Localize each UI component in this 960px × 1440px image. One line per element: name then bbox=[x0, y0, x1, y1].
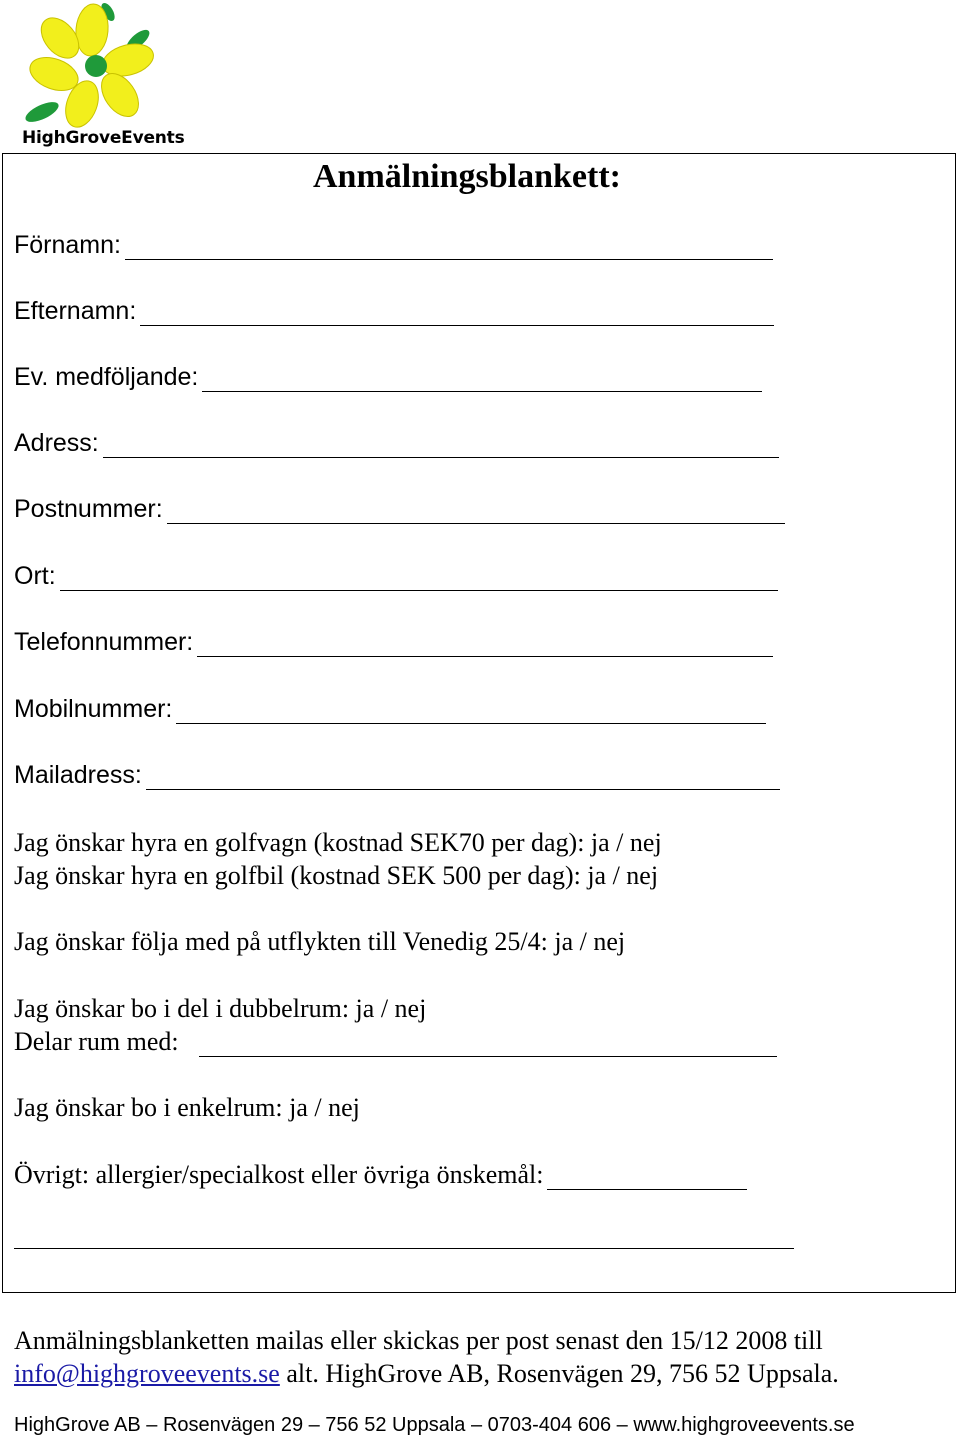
email-link[interactable]: info@highgroveevents.se bbox=[14, 1359, 280, 1388]
mailadress-blank[interactable] bbox=[146, 767, 780, 790]
field-ort bbox=[14, 561, 778, 591]
postal-address: alt. HighGrove AB, Rosenvägen 29, 756 52 Uppsala. bbox=[279, 1359, 839, 1388]
field-mailadress bbox=[14, 760, 780, 790]
telefonnummer-blank[interactable] bbox=[197, 634, 773, 657]
field-label: Mobilnummer: bbox=[14, 695, 173, 723]
company-logo bbox=[8, 0, 185, 152]
field-label: Övrigt: allergier/specialkost eller övriga önskemål: bbox=[14, 1160, 544, 1189]
option-enkelrum: Jag önskar bo i enkelrum: ja / nej bbox=[14, 1093, 360, 1122]
field-ovrigt bbox=[14, 1160, 747, 1190]
field-label: Förnamn: bbox=[14, 231, 121, 259]
field-label: Telefonnummer: bbox=[14, 628, 194, 656]
field-fornamn bbox=[14, 230, 773, 260]
field-telefonnummer bbox=[14, 627, 773, 657]
field-postnummer bbox=[14, 494, 785, 524]
field-label: Ort: bbox=[14, 562, 56, 590]
field-mobilnummer bbox=[14, 694, 766, 724]
ort-blank[interactable] bbox=[60, 568, 778, 591]
field-delar-rum bbox=[14, 1027, 777, 1057]
logo-wordmark: HighGroveEvents bbox=[22, 128, 185, 148]
field-ovrigt-extra bbox=[14, 1226, 794, 1249]
adress-blank[interactable] bbox=[103, 435, 779, 458]
field-label: Mailadress: bbox=[14, 761, 142, 789]
option-utflykt: Jag önskar följa med på utflykten till Venedig 25/4: ja / nej bbox=[14, 927, 626, 956]
field-label: Postnummer: bbox=[14, 495, 163, 523]
field-label: Adress: bbox=[14, 429, 99, 457]
field-efternamn bbox=[14, 296, 774, 326]
submission-note-line1: Anmälningsblanketten mailas eller skickas per post senast den 15/12 2008 till bbox=[14, 1326, 823, 1355]
contact-footer: HighGrove AB – Rosenvägen 29 – 756 52 Uppsala – 0703-404 606 – www.highgroveevents.se bbox=[14, 1414, 855, 1436]
option-dubbelrum: Jag önskar bo i del i dubbelrum: ja / nej bbox=[14, 994, 427, 1023]
option-golfbil: Jag önskar hyra en golfbil (kostnad SEK 500 per dag): ja / nej bbox=[14, 861, 659, 890]
ovrigt-blank[interactable] bbox=[547, 1167, 747, 1190]
field-medfoljande bbox=[14, 362, 762, 392]
flower-logo-icon bbox=[8, 0, 178, 130]
field-label: Efternamn: bbox=[14, 297, 137, 325]
field-adress bbox=[14, 428, 779, 458]
field-label: Delar rum med: bbox=[14, 1027, 179, 1056]
option-golfvagn: Jag önskar hyra en golfvagn (kostnad SEK70 per dag): ja / nej bbox=[14, 828, 662, 857]
postnummer-blank[interactable] bbox=[167, 501, 785, 524]
form-title: Anmälningsblankett: bbox=[313, 158, 621, 195]
efternamn-blank[interactable] bbox=[140, 303, 774, 326]
medfoljande-blank[interactable] bbox=[202, 369, 762, 392]
submission-note-line2 bbox=[14, 1357, 839, 1390]
mobilnummer-blank[interactable] bbox=[176, 701, 766, 724]
field-label: Ev. medföljande: bbox=[14, 363, 199, 391]
fornamn-blank[interactable] bbox=[125, 237, 773, 260]
delar-rum-blank[interactable] bbox=[199, 1034, 777, 1057]
submission-note bbox=[14, 1324, 839, 1390]
ovrigt-extra-blank[interactable] bbox=[14, 1226, 794, 1249]
